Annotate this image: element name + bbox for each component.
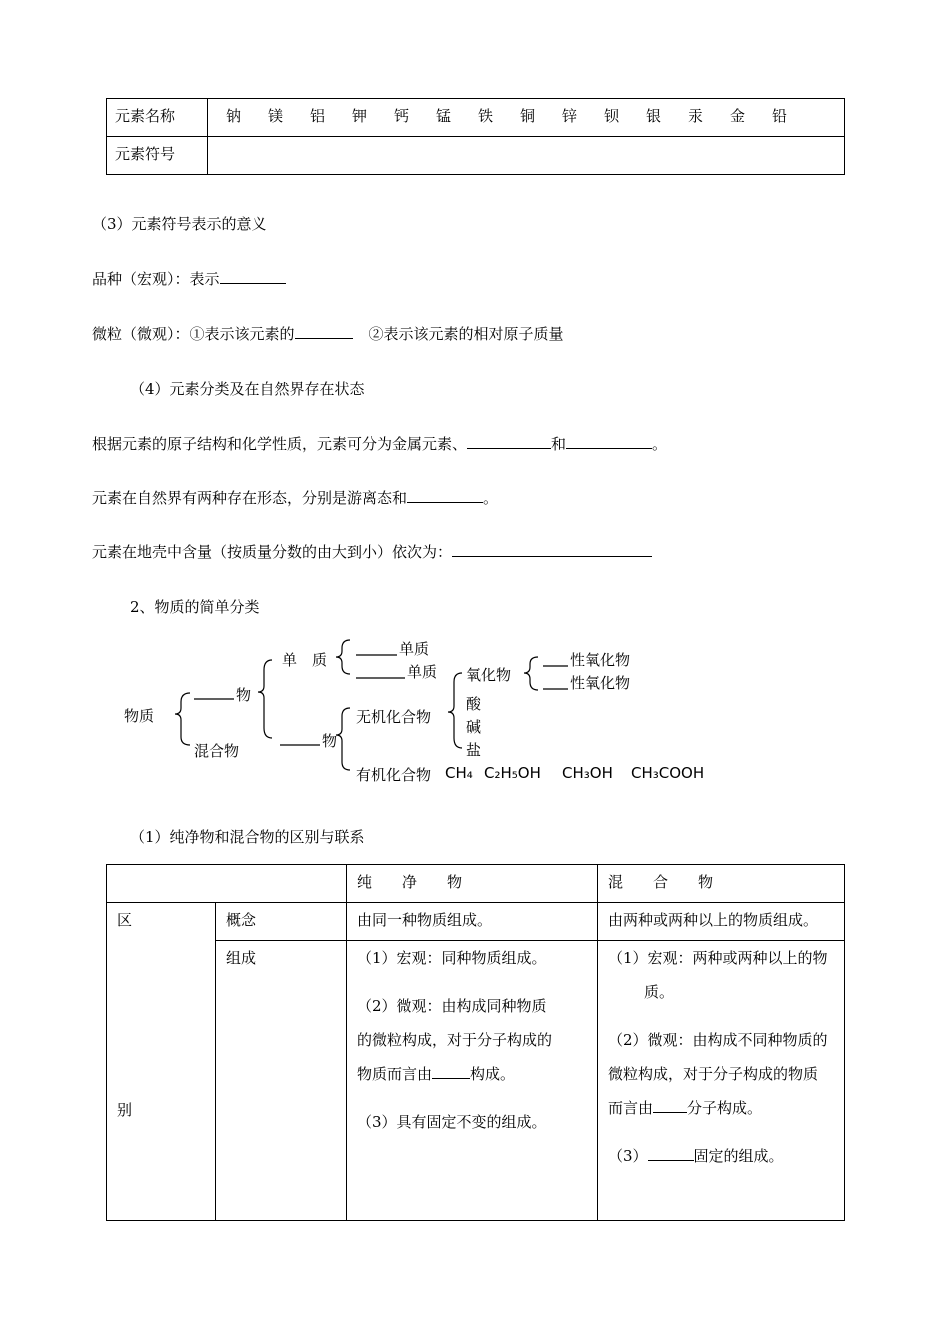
- state-blank: [407, 487, 483, 503]
- macro-blank: [220, 268, 286, 284]
- element-name: 金: [730, 107, 746, 125]
- pure-micro-a: （2）微观：由构成同种物质: [357, 997, 547, 1015]
- classification-end: 。: [652, 435, 668, 453]
- mix-micro-c-text: 而言由: [608, 1099, 654, 1117]
- pure-micro-c: [357, 1057, 597, 1091]
- element-symbols-empty: [208, 137, 845, 175]
- compare-concept-pure: 由同一种物质组成。: [347, 903, 598, 941]
- state-end: 。: [483, 489, 499, 507]
- micro-suffix: ②表示该元素的相对原子质量: [368, 325, 564, 343]
- compare-concept-label: 概念: [216, 903, 347, 941]
- mix-fixed-blank: [648, 1145, 694, 1161]
- state-text: 元素在自然界有两种存在形态，分别是游离态和: [92, 489, 408, 507]
- element-name: 钙: [394, 107, 410, 125]
- compare-composition-pure: [347, 941, 598, 1221]
- element-name: 钾: [352, 107, 368, 125]
- element-name: 锌: [562, 107, 578, 125]
- pure-fixed: （3）具有固定不变的组成。: [357, 1113, 547, 1131]
- diagram-organic: 有机化合物: [356, 766, 432, 784]
- element-table: [106, 98, 845, 175]
- compare-header-empty: [107, 865, 347, 903]
- compare-header-mix: 混 合 物: [598, 865, 845, 903]
- crust-text: 元素在地壳中含量（按质量分数的由大到小）依次为：: [92, 543, 453, 561]
- rare-gas-blank: [566, 433, 652, 449]
- micro-blank: [295, 323, 353, 339]
- crust-blank: [452, 541, 652, 557]
- diagram-formula-4: CH₃COOH: [631, 764, 705, 782]
- pure-micro-c-text: 物质而言由: [357, 1065, 433, 1083]
- compare-qubie: [107, 903, 216, 1221]
- macro-prefix: 品种（宏观）：表示: [92, 270, 220, 288]
- pure-molecule-blank: [432, 1063, 470, 1079]
- classification-text: 根据元素的原子结构和化学性质，元素可分为金属元素、: [92, 435, 468, 453]
- compare-composition-mix: [598, 941, 845, 1221]
- element-symbol-label: 元素符号: [107, 137, 208, 175]
- diagram-oxide-sub2: 性氧化物: [570, 674, 631, 692]
- element-name: 钠: [226, 107, 242, 125]
- diagram-pure: 物: [236, 686, 252, 704]
- element-name: 汞: [688, 107, 704, 125]
- diagram-elemental: 单 质: [282, 651, 328, 669]
- diagram-compound: 物: [322, 732, 338, 750]
- diagram-inorganic: 无机化合物: [356, 708, 432, 726]
- element-name-label: 元素名称: [107, 99, 208, 137]
- micro-line: [92, 323, 564, 344]
- diagram-formula-3: CH₃OH: [562, 764, 613, 782]
- mix-micro-b: 微粒构成，对于分子构成的物质: [608, 1065, 819, 1083]
- mix-molecule-blank: [653, 1097, 687, 1113]
- diagram-acid: 酸: [466, 695, 482, 713]
- element-name: 铁: [478, 107, 494, 125]
- mix-macro-b: 质。: [644, 983, 675, 1001]
- diagram-elemental-sub2: 单质: [407, 663, 438, 681]
- diagram-oxide-sub1: 性氧化物: [570, 651, 631, 669]
- diagram-formula-1: CH₄: [445, 764, 473, 782]
- mix-micro-c: [608, 1091, 844, 1125]
- diagram-salt: 盐: [466, 741, 482, 759]
- element-names: [208, 99, 845, 137]
- compare-header-pure: 纯 净 物: [347, 865, 598, 903]
- compare-table: [106, 864, 845, 1221]
- diagram-elemental-sub1: 单质: [399, 640, 430, 658]
- nonmetal-blank: [467, 433, 551, 449]
- pure-micro-b: 的微粒构成，对于分子构成的: [357, 1031, 553, 1049]
- diagram-root: 物质: [124, 707, 155, 725]
- compare-concept-mix: 由两种或两种以上的物质组成。: [598, 903, 845, 941]
- mix-micro-d-text: 分子构成。: [687, 1099, 763, 1117]
- classification-line: [92, 433, 667, 454]
- mix-micro-a: （2）微观：由构成不同种物质的: [608, 1031, 828, 1049]
- element-name: 钡: [604, 107, 620, 125]
- mix-fixed-b: 固定的组成。: [693, 1147, 784, 1165]
- mix-macro-a: （1）宏观：两种或两种以上的物: [608, 949, 828, 967]
- diagram-formula-2: C₂H₅OH: [484, 764, 541, 782]
- element-name: 铜: [520, 107, 536, 125]
- crust-line: [92, 541, 652, 562]
- sec2-title: 2、物质的简单分类: [130, 598, 260, 616]
- mix-fixed-a: （3）: [608, 1147, 648, 1165]
- sec3-title: （3）元素符号表示的意义: [92, 215, 267, 233]
- sec4-title: （4）元素分类及在自然界存在状态: [130, 380, 365, 398]
- element-name: 锰: [436, 107, 452, 125]
- mix-fixed: [608, 1139, 844, 1173]
- pure-macro: （1）宏观：同种物质组成。: [357, 949, 547, 967]
- pure-micro-d-text: 构成。: [470, 1065, 516, 1083]
- element-name: 镁: [268, 107, 284, 125]
- qu-char: 区: [117, 911, 133, 929]
- compare-composition-label: 组成: [216, 941, 347, 1221]
- element-name: 银: [646, 107, 662, 125]
- diagram-oxide: 氧化物: [466, 666, 512, 684]
- bie-char: 别: [117, 1101, 133, 1119]
- state-line: [92, 487, 498, 508]
- diagram-mixture: 混合物: [194, 742, 240, 760]
- micro-prefix: 微粒（微观）：①表示该元素的: [92, 325, 295, 343]
- sec1-title: （1）纯净物和混合物的区别与联系: [130, 828, 365, 846]
- classification-and: 和: [551, 435, 567, 453]
- diagram-base: 碱: [466, 718, 482, 736]
- macro-line: [92, 268, 286, 289]
- element-name: 铝: [310, 107, 326, 125]
- element-name: 铅: [772, 107, 788, 125]
